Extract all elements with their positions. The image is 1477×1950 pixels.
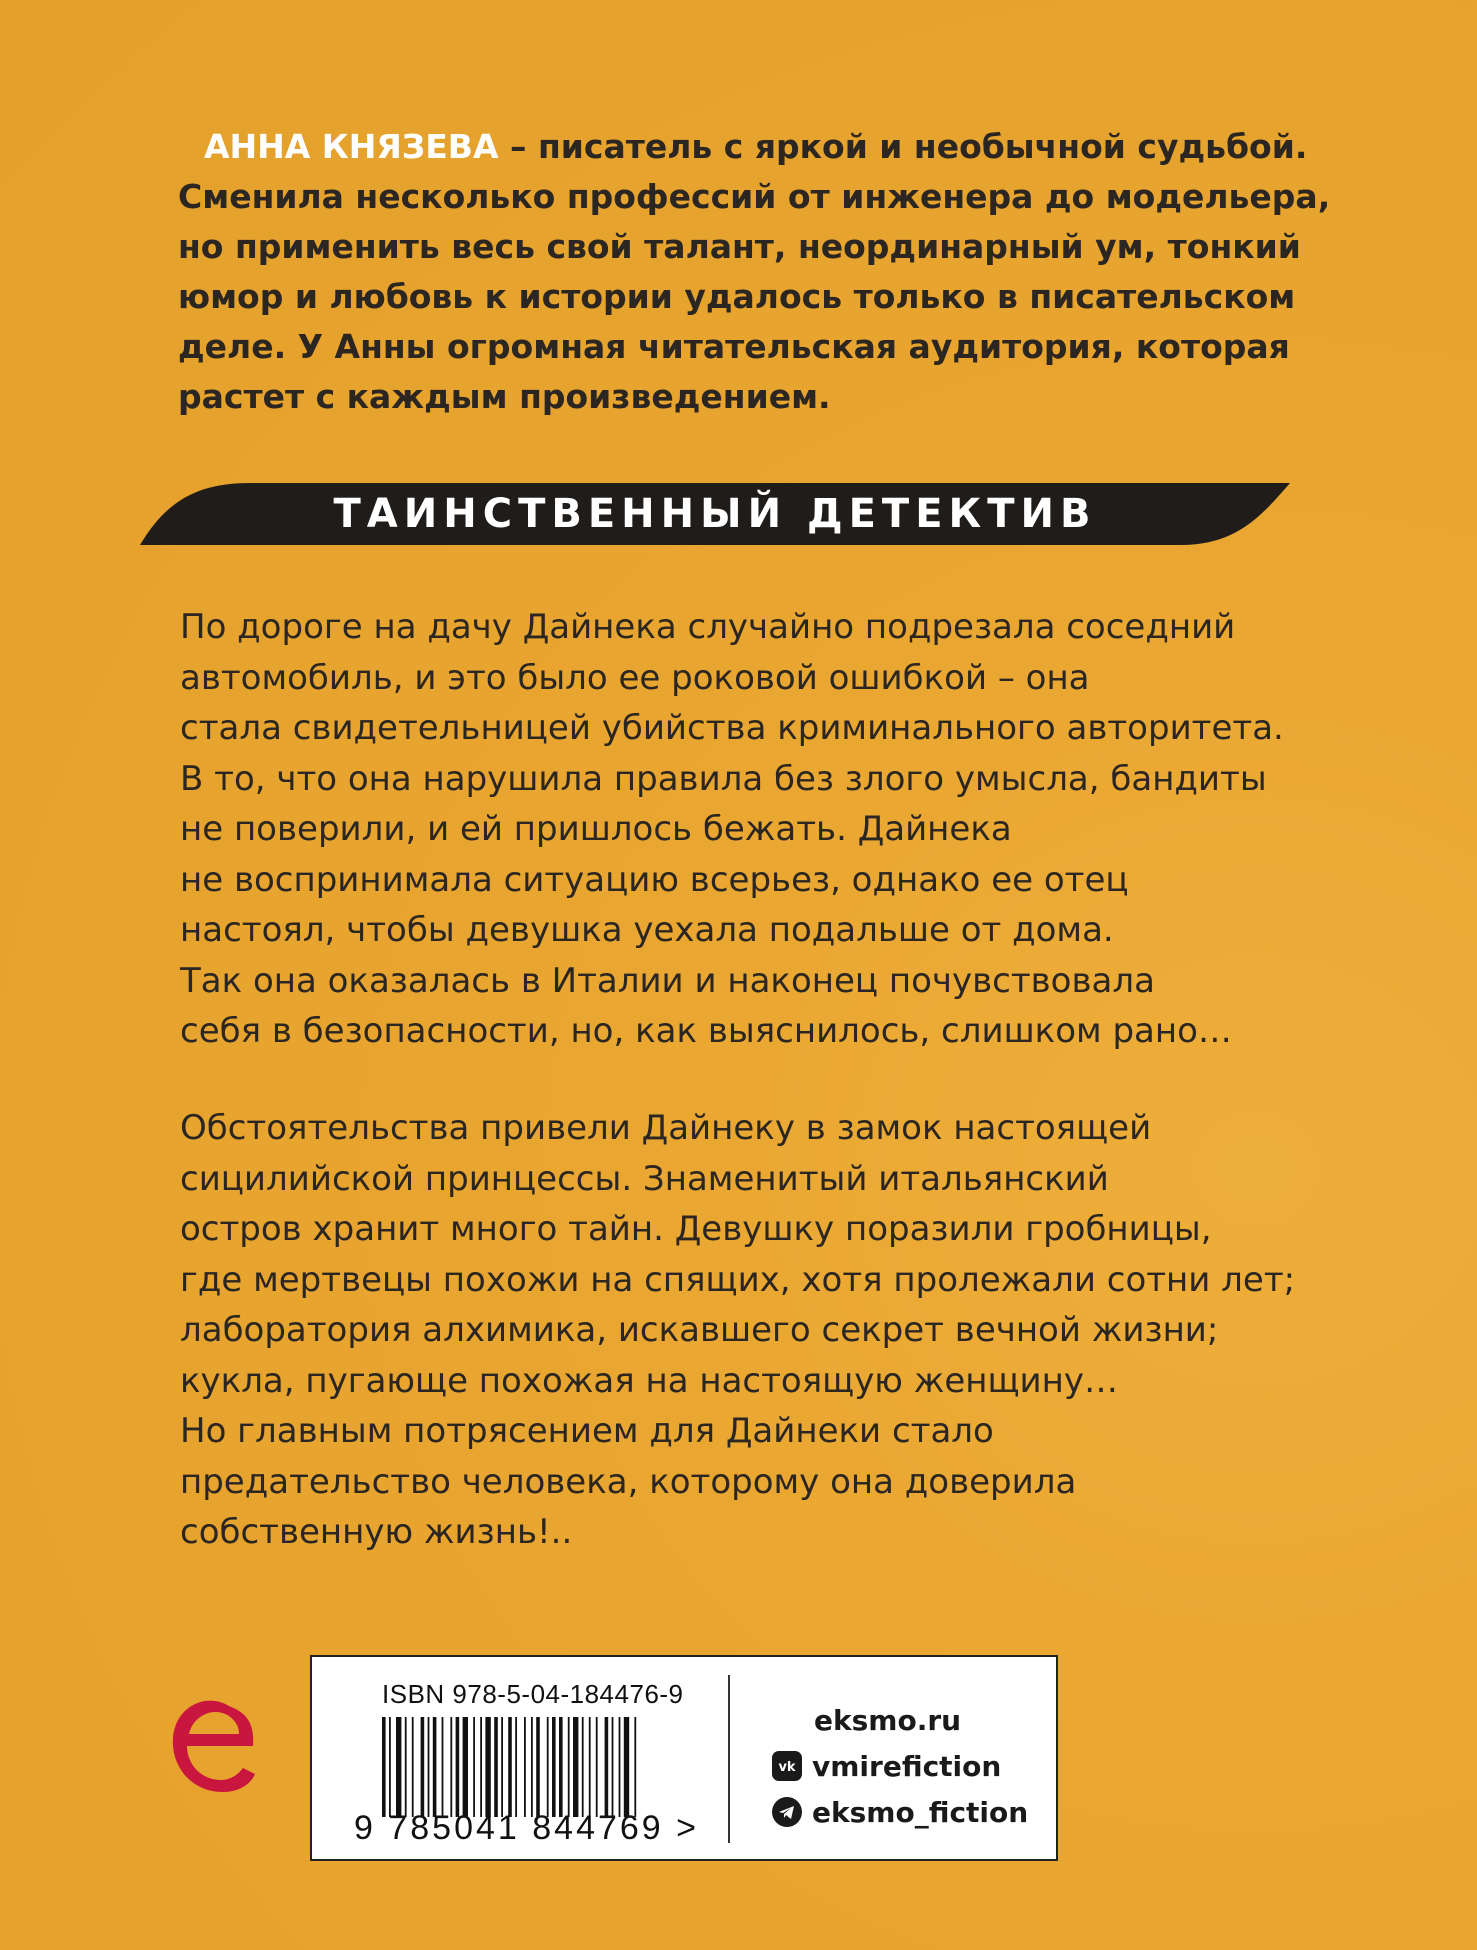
blurb-line: остров хранит много тайн. Девушку поразили гробницы, xyxy=(180,1209,1212,1249)
divider xyxy=(728,1675,730,1843)
bio-line: но применить весь свой талант, неординарный ум, тонкий xyxy=(178,227,1301,266)
svg-text:vk: vk xyxy=(778,1760,796,1775)
blurb-line: лаборатория алхимика, искавшего секрет вечной жизни; xyxy=(180,1310,1219,1350)
barcode-bar xyxy=(456,1717,460,1817)
author-name: АННА КНЯЗЕВА xyxy=(204,127,499,166)
barcode-bar xyxy=(552,1717,556,1817)
telegram-label: eksmo_fiction xyxy=(812,1795,1029,1829)
barcode-bar xyxy=(573,1717,578,1817)
blurb-line: В то, что она нарушила правила без злого умысла, бандиты xyxy=(180,758,1267,799)
author-bio xyxy=(178,122,1331,422)
barcode-bar xyxy=(508,1717,512,1817)
barcode-bar xyxy=(501,1717,503,1817)
barcode-bar xyxy=(494,1717,498,1817)
vk-label: vmirefiction xyxy=(812,1749,1002,1783)
isbn-number: ISBN 978-5-04-184476-9 xyxy=(382,1679,684,1709)
bio-line: АННА КНЯЗЕВА – писатель с яркой и необычной судьбой. xyxy=(204,127,1308,166)
barcode-bar xyxy=(433,1717,437,1817)
barcode-bar xyxy=(515,1717,517,1817)
barcode-icon xyxy=(382,1717,682,1817)
barcode-bar xyxy=(389,1717,391,1817)
vk-icon xyxy=(772,1751,802,1781)
website-link[interactable] xyxy=(772,1697,1028,1743)
blurb-line: где мертвецы похожи на спящих, хотя пролежали сотни лет; xyxy=(180,1259,1296,1300)
barcode-bar xyxy=(405,1717,407,1817)
barcode-bar xyxy=(421,1717,425,1817)
telegram-icon xyxy=(772,1797,802,1827)
barcode-bar xyxy=(605,1717,609,1817)
barcode-bar xyxy=(450,1717,452,1817)
barcode-bar xyxy=(412,1717,414,1817)
website-label: eksmo.ru xyxy=(814,1703,962,1737)
isbn-info-box xyxy=(310,1655,1058,1861)
barcode-bar xyxy=(536,1717,540,1817)
bio-line: юмор и любовь к истории удалось только в писательском xyxy=(178,277,1296,316)
genre-label: ТАИНСТВЕННЫЙ ДЕТЕКТИВ xyxy=(333,491,1097,537)
blurb-paragraph-1 xyxy=(180,602,1330,1057)
barcode-bar xyxy=(396,1717,401,1817)
blurb-line: не воспринимала ситуацию всерьез, однако ее отец xyxy=(180,859,1129,900)
bio-line: Сменила несколько профессий от инженера до модельера, xyxy=(178,177,1331,216)
blurb-line: собственную жизнь!.. xyxy=(180,1512,573,1552)
telegram-link[interactable] xyxy=(772,1789,1028,1835)
barcode-bar xyxy=(619,1717,621,1817)
barcode-bar xyxy=(485,1717,490,1817)
barcode-bar xyxy=(428,1717,430,1817)
eksmo-logo-icon xyxy=(167,1692,257,1800)
barcode-bar xyxy=(547,1717,549,1817)
blurb-line: автомобиль, и это было ее роковой ошибкой – она xyxy=(180,657,1090,698)
blurb-line: кукла, пугающе похожая на настоящую женщину… xyxy=(180,1360,1118,1401)
blurb-line: стала свидетельницей убийства криминального авторитета. xyxy=(180,708,1284,748)
barcode-bar xyxy=(382,1717,386,1817)
barcode-bar xyxy=(473,1717,475,1817)
blurb-line: себя в безопасности, но, как выяснилось, слишком рано… xyxy=(180,1011,1232,1051)
genre-banner xyxy=(140,483,1290,545)
blurb-line: Обстоятельства привели Дайнеку в замок настоящей xyxy=(180,1108,1152,1148)
barcode-bar xyxy=(634,1717,636,1817)
bio-line: деле. У Анны огромная читательская аудитория, которая xyxy=(178,327,1290,366)
bio-line: растет с каждым произведением. xyxy=(178,377,831,416)
barcode-bar xyxy=(531,1717,533,1817)
vk-link[interactable] xyxy=(772,1743,1028,1789)
barcode-bar xyxy=(480,1717,482,1817)
barcode-bar xyxy=(612,1717,614,1817)
barcode-digits: 9 785041 844769 > xyxy=(354,1809,700,1847)
barcode-bar xyxy=(582,1717,584,1817)
blurb-line: Но главным потрясением для Дайнеки стало xyxy=(180,1411,994,1451)
blurb-line: Так она оказалась в Италии и наконец почувствовала xyxy=(180,960,1155,1001)
blurb-line: сицилийской принцессы. Знаменитый итальянский xyxy=(180,1158,1109,1199)
barcode-bar xyxy=(589,1717,591,1817)
blurb-line: предательство человека, которому она доверила xyxy=(180,1461,1077,1502)
blurb-line: По дороге на дачу Дайнека случайно подрезала соседний xyxy=(180,607,1236,647)
barcode-bar xyxy=(442,1717,444,1817)
barcode-bar xyxy=(568,1717,570,1817)
barcode-bar xyxy=(624,1717,629,1817)
blurb-line: настоял, чтобы девушка уехала подальше от дома. xyxy=(180,910,1114,950)
blurb-paragraph-2 xyxy=(180,1103,1330,1558)
barcode-bar xyxy=(596,1717,598,1817)
barcode-bar xyxy=(559,1717,563,1817)
blurb-line: не поверили, и ей пришлось бежать. Дайнека xyxy=(180,809,1012,849)
publisher-links xyxy=(772,1697,1028,1835)
barcode-bar xyxy=(463,1717,468,1817)
barcode-bar xyxy=(524,1717,526,1817)
